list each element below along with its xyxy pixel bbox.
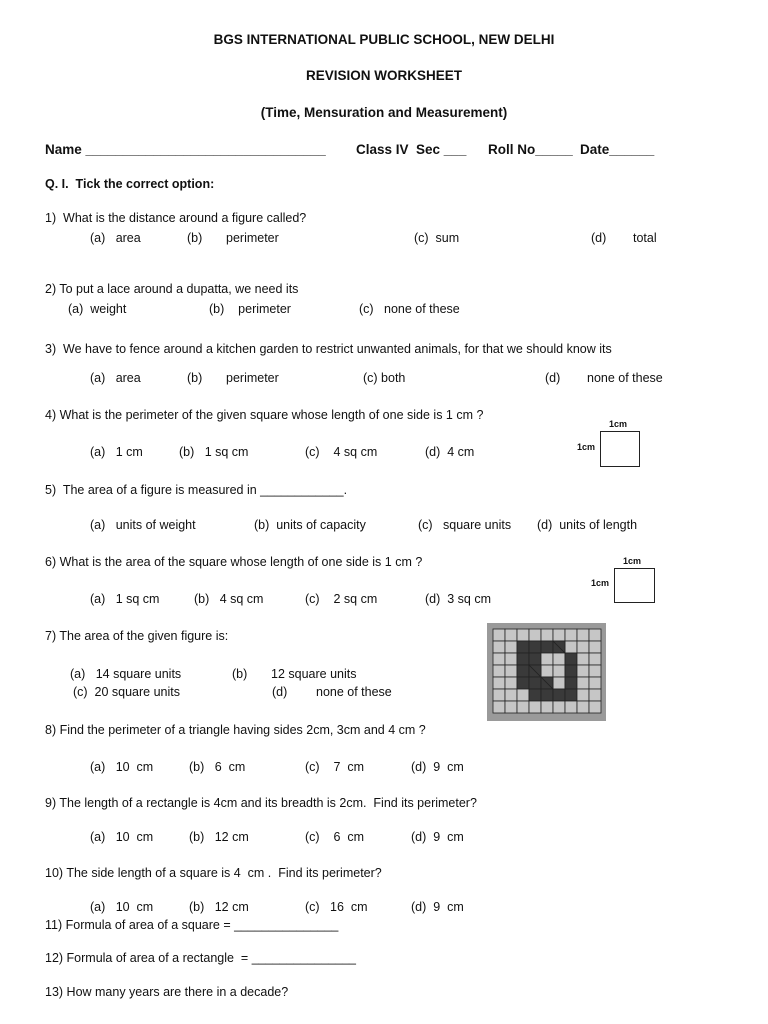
q3-option-b: perimeter (226, 371, 279, 385)
grid-cell (577, 629, 589, 641)
q9-option-b: (b) 12 cm (189, 830, 249, 844)
grid-cell (517, 689, 529, 701)
q6-square-figure (614, 568, 655, 603)
grid-cell (505, 677, 517, 689)
q8-option-d: (d) 9 cm (411, 760, 464, 774)
q10-option-c: (c) 16 cm (305, 900, 368, 914)
grid-cell (589, 677, 601, 689)
grid-cell (589, 689, 601, 701)
question-7: 7) The area of the given figure is: (45, 629, 229, 643)
section-heading: Q. I. Tick the correct option: (45, 177, 215, 191)
q10-option-b: (b) 12 cm (189, 900, 249, 914)
q10-option-a: (a) 10 cm (90, 900, 154, 914)
grid-cell-shaded (565, 677, 577, 689)
grid-cell (553, 653, 565, 665)
q2-option-b: (b) perimeter (209, 302, 291, 316)
question-8: 8) Find the perimeter of a triangle having sides 2cm, 3cm and 4 cm ? (45, 723, 426, 737)
q7-grid-figure (487, 623, 606, 721)
grid-cell (493, 689, 505, 701)
grid-cell-shaded (529, 689, 541, 701)
grid-cell (553, 701, 565, 713)
q4-option-d: (d) 4 cm (425, 445, 475, 459)
q8-option-c: (c) 7 cm (305, 760, 365, 774)
grid-cell (505, 689, 517, 701)
q1-option-b: perimeter (226, 231, 279, 245)
grid-cell (505, 701, 517, 713)
q3-option-d: none of these (587, 371, 663, 385)
grid-cell-shaded (553, 689, 565, 701)
question-13: 13) How many years are there in a decade? (45, 985, 289, 999)
name-field: Name ________________________________ (45, 142, 326, 157)
grid-shape-drawing (487, 623, 606, 721)
grid-cell-shaded (565, 689, 577, 701)
grid-cell-shaded (541, 641, 553, 653)
grid-cell (505, 641, 517, 653)
grid-cell (589, 701, 601, 713)
grid-cell (493, 641, 505, 653)
q1-option-d: total (633, 231, 657, 245)
q6-option-a: (a) 1 sq cm (90, 592, 160, 606)
q7-option-c: (c) 20 square units (73, 685, 180, 699)
q4-option-c: (c) 4 sq cm (305, 445, 378, 459)
grid-cell-shaded (517, 653, 529, 665)
grid-cell (553, 665, 565, 677)
grid-cell (541, 701, 553, 713)
grid-cell (565, 629, 577, 641)
grid-cell (493, 653, 505, 665)
q7-option-a: (a) 14 square units (70, 667, 182, 681)
grid-cell (577, 689, 589, 701)
q6-option-c: (c) 2 sq cm (305, 592, 378, 606)
question-9: 9) The length of a rectangle is 4cm and its breadth is 2cm. Find its perimeter? (45, 796, 477, 810)
grid-cell-shaded (517, 665, 529, 677)
grid-cell (577, 653, 589, 665)
q7-option-d: none of these (316, 685, 392, 699)
q9-option-c: (c) 6 cm (305, 830, 365, 844)
q2-option-c: (c) none of these (359, 302, 460, 316)
q6-square-top-label: 1cm (623, 556, 642, 566)
q3-option-b-label: (b) (187, 371, 203, 385)
date-field: Date______ (580, 142, 655, 157)
grid-cell-shaded (529, 641, 541, 653)
q10-option-d: (d) 9 cm (411, 900, 464, 914)
q5-option-d: (d) units of length (537, 518, 638, 532)
question-3: 3) We have to fence around a kitchen garden to restrict unwanted animals, for that we should know its (45, 342, 612, 356)
grid-cell (553, 629, 565, 641)
roll-no-field: Roll No_____ (488, 142, 573, 157)
grid-cell (493, 629, 505, 641)
q4-square-figure (600, 431, 640, 467)
grid-cell-shaded (529, 677, 541, 689)
grid-cell (493, 701, 505, 713)
q7-option-d-label: (d) (272, 685, 288, 699)
grid-cell (589, 629, 601, 641)
grid-cell (529, 629, 541, 641)
grid-cell (529, 701, 541, 713)
school-name: BGS INTERNATIONAL PUBLIC SCHOOL, NEW DELHI (213, 32, 555, 47)
question-12: 12) Formula of area of a rectangle = _______________ (45, 951, 356, 965)
grid-cell (517, 701, 529, 713)
q4-square-side-label: 1cm (577, 442, 596, 452)
grid-cell (589, 641, 601, 653)
q3-option-a: (a) area (90, 371, 141, 385)
grid-cell (505, 665, 517, 677)
worksheet-subtitle: (Time, Mensuration and Measurement) (260, 105, 508, 120)
q1-option-b-label: (b) (187, 231, 203, 245)
grid-cell-shaded (541, 689, 553, 701)
grid-cell (577, 701, 589, 713)
q2-option-a: (a) weight (68, 302, 127, 316)
q4-square-top-label: 1cm (609, 419, 628, 429)
grid-cell-shaded (517, 641, 529, 653)
grid-cell (577, 665, 589, 677)
grid-cell (505, 629, 517, 641)
grid-cell (505, 653, 517, 665)
grid-cell (577, 677, 589, 689)
grid-cell (493, 677, 505, 689)
q6-option-d: (d) 3 sq cm (425, 592, 491, 606)
grid-cell (541, 665, 553, 677)
question-5: 5) The area of a figure is measured in ____________. (45, 483, 348, 497)
q6-square-side-label: 1cm (591, 578, 610, 588)
worksheet-title: REVISION WORKSHEET (305, 68, 462, 83)
grid-cell (565, 701, 577, 713)
q8-option-b: (b) 6 cm (189, 760, 246, 774)
q5-option-a: (a) units of weight (90, 518, 196, 532)
q7-option-b: 12 square units (271, 667, 357, 681)
q3-option-c: (c) both (363, 371, 406, 385)
grid-cell (589, 653, 601, 665)
q8-option-a: (a) 10 cm (90, 760, 154, 774)
grid-cell (553, 677, 565, 689)
class-sec-field: Class IV Sec ___ (356, 142, 467, 157)
q5-option-c: (c) square units (418, 518, 512, 532)
question-11: 11) Formula of area of a square = _______________ (45, 918, 339, 932)
q4-option-b: (b) 1 sq cm (179, 445, 249, 459)
grid-cell (565, 641, 577, 653)
q1-option-d-label: (d) (591, 231, 607, 245)
grid-cell-shaded (565, 653, 577, 665)
q7-option-b-label: (b) (232, 667, 248, 681)
grid-cell (589, 665, 601, 677)
grid-cell-shaded (517, 677, 529, 689)
q1-option-a: (a) area (90, 231, 141, 245)
question-4: 4) What is the perimeter of the given square whose length of one side is 1 cm ? (45, 408, 484, 422)
grid-cell-shaded (565, 665, 577, 677)
q3-option-d-label: (d) (545, 371, 561, 385)
grid-cell (517, 629, 529, 641)
question-1: 1) What is the distance around a figure called? (45, 211, 307, 225)
q9-option-a: (a) 10 cm (90, 830, 154, 844)
q6-option-b: (b) 4 sq cm (194, 592, 264, 606)
grid-cell (493, 665, 505, 677)
question-6: 6) What is the area of the square whose length of one side is 1 cm ? (45, 555, 423, 569)
grid-cell (541, 629, 553, 641)
q5-option-b: (b) units of capacity (254, 518, 366, 532)
question-10: 10) The side length of a square is 4 cm . Find its perimeter? (45, 866, 382, 880)
q4-option-a: (a) 1 cm (90, 445, 143, 459)
question-2: 2) To put a lace around a dupatta, we need its (45, 282, 299, 296)
q1-option-c: (c) sum (414, 231, 460, 245)
grid-cell (577, 641, 589, 653)
q9-option-d: (d) 9 cm (411, 830, 464, 844)
grid-cell (541, 653, 553, 665)
grid-cell-shaded (529, 653, 541, 665)
